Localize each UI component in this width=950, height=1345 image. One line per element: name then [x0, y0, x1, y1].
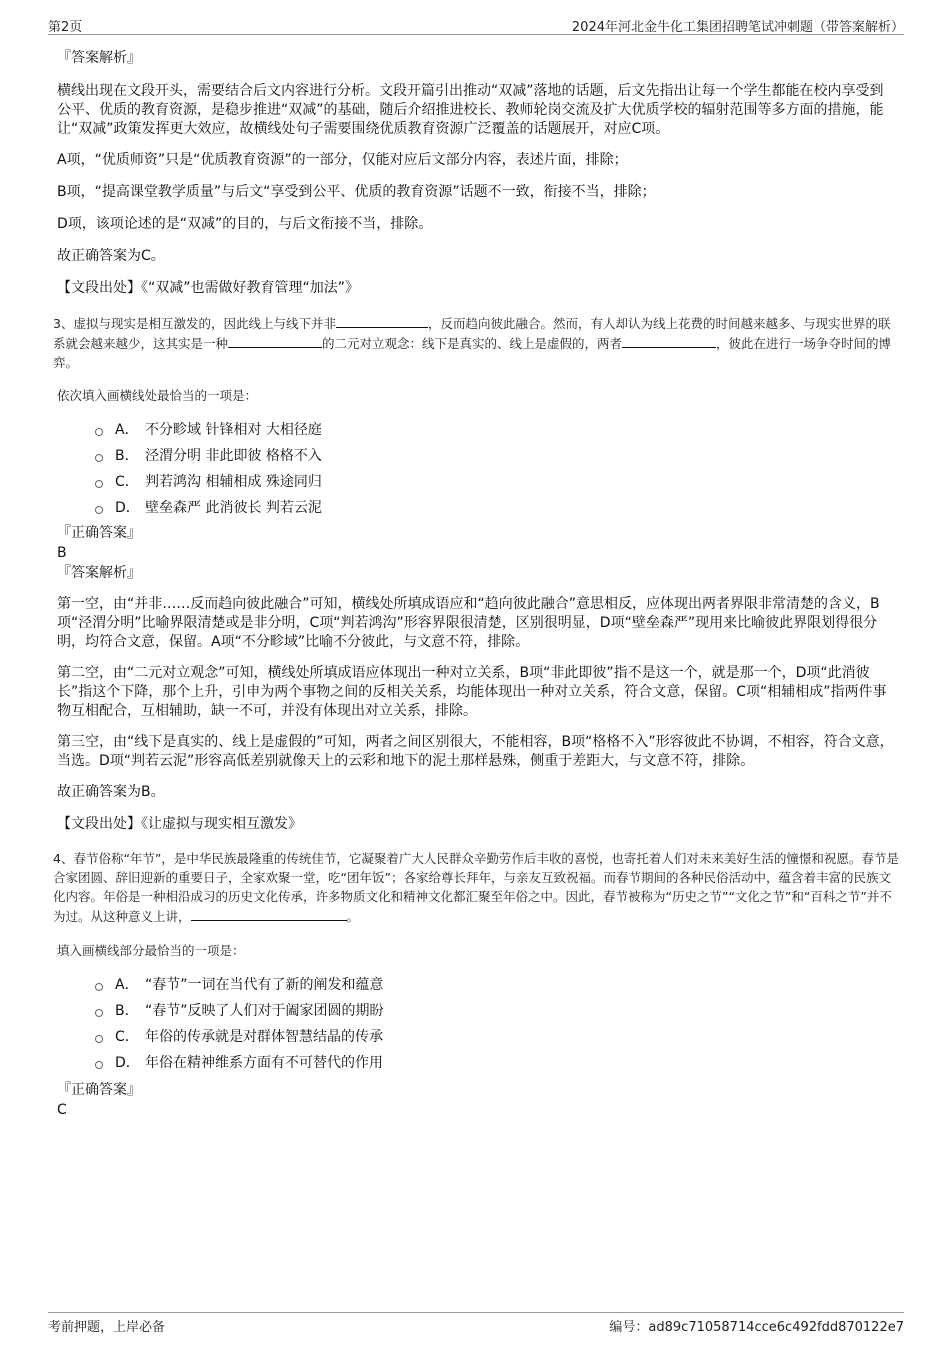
option-a[interactable]: A． 不分畛域 针锋相对 大相径庭 — [95, 417, 897, 443]
radio-button[interactable] — [95, 1035, 103, 1043]
prev-analysis-b: B项，“提高课堂教学质量”与后文“享受到公平、优质的教育资源”话题不一致，衔接不当，排除； — [57, 184, 656, 200]
radio-button[interactable] — [95, 983, 103, 991]
answer-blank — [336, 313, 428, 328]
prev-analysis: 横线出现在文段开头，需要结合后文内容进行分析。文段开篇引出推动“双减”落地的话题，后文先指出让每一个学生都能在校内享受到公平、优质的教育资源，是稳步推进“双减”的基础，随后介绍推进校长、教师轮岗交流及扩大优质学校的辐射范围等多方面的措施，能让“双减”政策发挥更大效应，故横线处句子需要围绕优质教育资源广泛覆盖的话题展开，对应C项。 — [57, 83, 884, 137]
answer-blank — [228, 333, 322, 348]
radio-button[interactable] — [95, 480, 103, 488]
option-b[interactable]: B． “春节”反映了人们对于阖家团圆的期盼 — [95, 998, 897, 1024]
footer-slogan: 考前押题，上岸必备 — [48, 1320, 166, 1335]
page-header — [48, 14, 904, 35]
option-a[interactable]: A． “春节”一词在当代有了新的阐发和蕴意 — [95, 972, 897, 998]
option-d[interactable]: D． 壁垒森严 此消彼长 判若云泥 — [95, 495, 897, 521]
prev-analysis-a: A项，“优质师资”只是“优质教育资源”的一部分，仅能对应后文部分内容，表述片面，排除； — [57, 152, 628, 168]
document-code: 编号：ad89c71058714cce6c492fdd870122e7 — [609, 1320, 904, 1335]
option-c[interactable]: C． 判若鸿沟 相辅相成 殊途同归 — [95, 469, 897, 495]
option-c[interactable]: C． 年俗的传承就是对群体智慧结晶的传承 — [95, 1024, 897, 1050]
option-b[interactable]: B． 泾渭分明 非此即彼 格格不入 — [95, 443, 897, 469]
prev-analysis-label: 『答案解析』 — [57, 50, 141, 66]
radio-button[interactable] — [95, 506, 103, 514]
q3-conclusion: 故正确答案为B。 — [57, 784, 165, 800]
q4-correct-label: 『正确答案』 — [57, 1082, 141, 1098]
prev-analysis-d: D项，该项论述的是“双减”的目的，与后文衔接不当，排除。 — [57, 216, 433, 232]
question-4-stem: 4、春节俗称“年节”，是中华民族最隆重的传统佳节，它凝聚着广大人民群众辛勤劳作后丰收的喜悦，也寄托着人们对未来美好生活的憧憬和祝愿。春节是合家团圆、辞旧迎新的重要日子，全家欢聚一堂，吃“团年饭”；各家给尊长拜年，与亲友互致祝福。而春节期间的各种民俗活动中，蕴含着丰富的民族文化内容。年俗是一种相沿成习的历史文化传承，许多物质文化和精神文化都汇聚至年俗之中。因此，春节被称为“历史之节”“文化之节”和“百科之节”并不为过。从这种意义上讲， 。 — [53, 851, 899, 924]
radio-button[interactable] — [95, 1009, 103, 1017]
page-footer — [48, 1312, 904, 1335]
q4-correct-answer: C — [57, 1102, 67, 1118]
q3-correct-label: 『正确答案』 — [57, 525, 141, 541]
document-title: 2024年河北金牛化工集团招聘笔试冲刺题（带答案解析） — [571, 20, 904, 35]
q3-source: 【文段出处】《让虚拟与现实相互激发》 — [57, 816, 302, 832]
q3-analysis-label: 『答案解析』 — [57, 565, 141, 581]
q3-analysis-1: 第一空，由“并非……反而趋向彼此融合”可知，横线处所填成语应和“趋向彼此融合”意思相反，应体现出两者界限非常清楚的含义，B项“泾渭分明”比喻界限清楚或是非分明，C项“判若鸿沟”形容界限很清楚，区别很明显，D项“壁垒森严”现用来比喻彼此界限划得很分明，均符合文意，保留。A项“不分畛域”比喻不分彼此，与文意不符，排除。 — [57, 596, 880, 650]
prev-conclusion: 故正确答案为C。 — [57, 248, 165, 264]
page-number: 第2页 — [48, 20, 83, 35]
q3-correct-answer: B — [57, 545, 67, 561]
page-content — [53, 48, 899, 1120]
question-4-options — [95, 972, 897, 1076]
radio-button[interactable] — [95, 454, 103, 462]
answer-blank — [622, 333, 716, 348]
radio-button[interactable] — [95, 428, 103, 436]
option-d[interactable]: D． 年俗在精神维系方面有不可替代的作用 — [95, 1050, 897, 1076]
answer-blank — [191, 906, 347, 921]
q3-analysis-2: 第二空，由“二元对立观念”可知，横线处所填成语应体现出一种对立关系，B项“非此即彼”指不是这一个，就是那一个，D项“此消彼长”指这个下降，那个上升，引申为两个事物之间的反相关关系，均能体现出一种对立关系，符合文意，保留。C项“相辅相成”指两件事物互相配合，互相辅助，缺一不可，并没有体现出对立关系，排除。 — [57, 665, 887, 719]
question-3-instruction: 依次填入画横线处最恰当的一项是： — [57, 388, 258, 403]
question-3-options — [95, 417, 897, 521]
q3-analysis-3: 第三空，由“线下是真实的、线上是虚假的”可知，两者之间区别很大，不能相容，B项“格格不入”形容彼此不协调，不相容，符合文意，当选。D项“判若云泥”形容高低差别就像天上的云彩和地下的泥土那样悬殊，侧重于差距大，与文意不符，排除。 — [57, 734, 894, 769]
radio-button[interactable] — [95, 1061, 103, 1069]
question-3-stem: 3、虚拟与现实是相互激发的，因此线上与线下并非 ，反而趋向彼此融合。然而，有人却认为线上花费的时间越来越多、与现实世界的联系就会越来越少，这其实是一种 的二元对立观念：线下是真实的、线上是虚假的，两者 ，彼此在进行一场争夺时间的博弈。 — [53, 313, 899, 372]
prev-source: 【文段出处】《“双减”也需做好教育管理“加法”》 — [57, 280, 360, 296]
question-4-instruction: 填入画横线部分最恰当的一项是： — [57, 943, 245, 958]
